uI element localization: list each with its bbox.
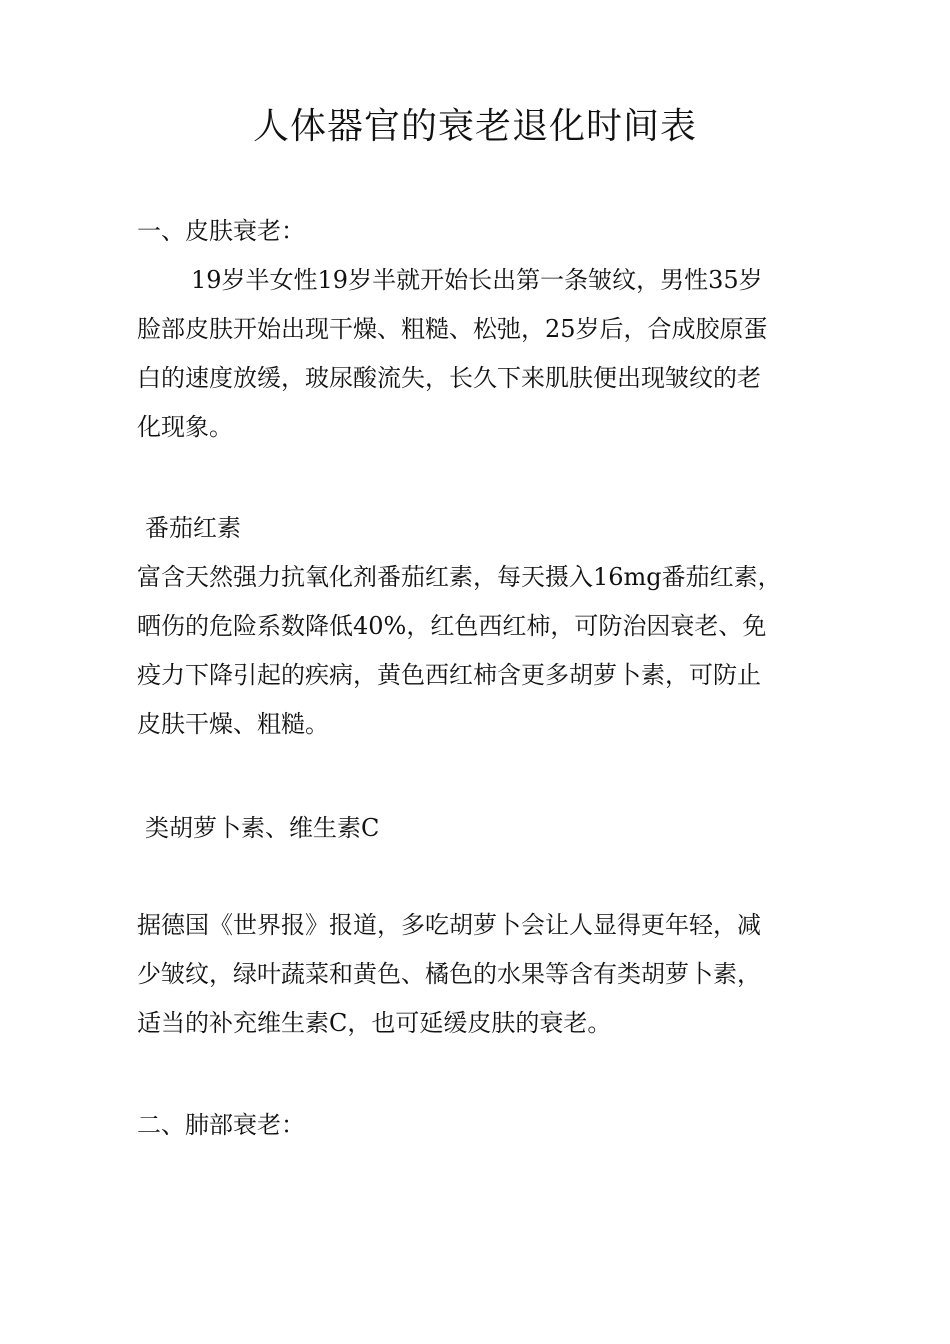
paragraph-line: 19岁半女性19岁半就开始长出第一条皱纹，男性35岁 [191, 266, 763, 294]
subheading: 番茄红素 [145, 514, 241, 542]
paragraph-line: 疫力下降引起的疾病，黄色西红柿含更多胡萝卜素，可防止 [137, 661, 761, 689]
section-heading-skin [137, 207, 813, 256]
paragraph-line: 白的速度放缓，玻尿酸流失，长久下来肌肤便出现皱纹的老 [137, 364, 761, 392]
paragraph-lycopene [137, 553, 813, 749]
paragraph-line: 适当的补充维生素C，也可延缓皮肤的衰老。 [137, 1009, 612, 1037]
paragraph-line: 富含天然强力抗氧化剂番茄红素，每天摄入16mg番茄红素， [137, 563, 782, 591]
subheading: 类胡萝卜素、维生素C [145, 814, 380, 842]
section-heading: 一、皮肤衰老： [137, 217, 305, 245]
paragraph-carotenoid [137, 901, 813, 1048]
paragraph-skin-aging [137, 256, 813, 452]
section-heading: 二、肺部衰老： [137, 1111, 305, 1139]
paragraph-line: 化现象。 [137, 413, 233, 441]
paragraph-line: 晒伤的危险系数降低40%，红色西红柿，可防治因衰老、免 [137, 612, 767, 640]
document-title: 人体器官的衰老退化时间表 [252, 106, 697, 147]
subheading-carotenoid [137, 804, 813, 853]
section-heading-lung [137, 1101, 813, 1150]
paragraph-line: 皮肤干燥、粗糙。 [137, 710, 329, 738]
paragraph-line: 据德国《世界报》报道，多吃胡萝卜会让人显得更年轻，减 [137, 911, 761, 939]
paragraph-line: 少皱纹，绿叶蔬菜和黄色、橘色的水果等含有类胡萝卜素， [137, 960, 761, 988]
paragraph-line: 脸部皮肤开始出现干燥、粗糙、松弛，25岁后，合成胶原蛋 [137, 315, 768, 343]
subheading-lycopene [137, 504, 813, 553]
